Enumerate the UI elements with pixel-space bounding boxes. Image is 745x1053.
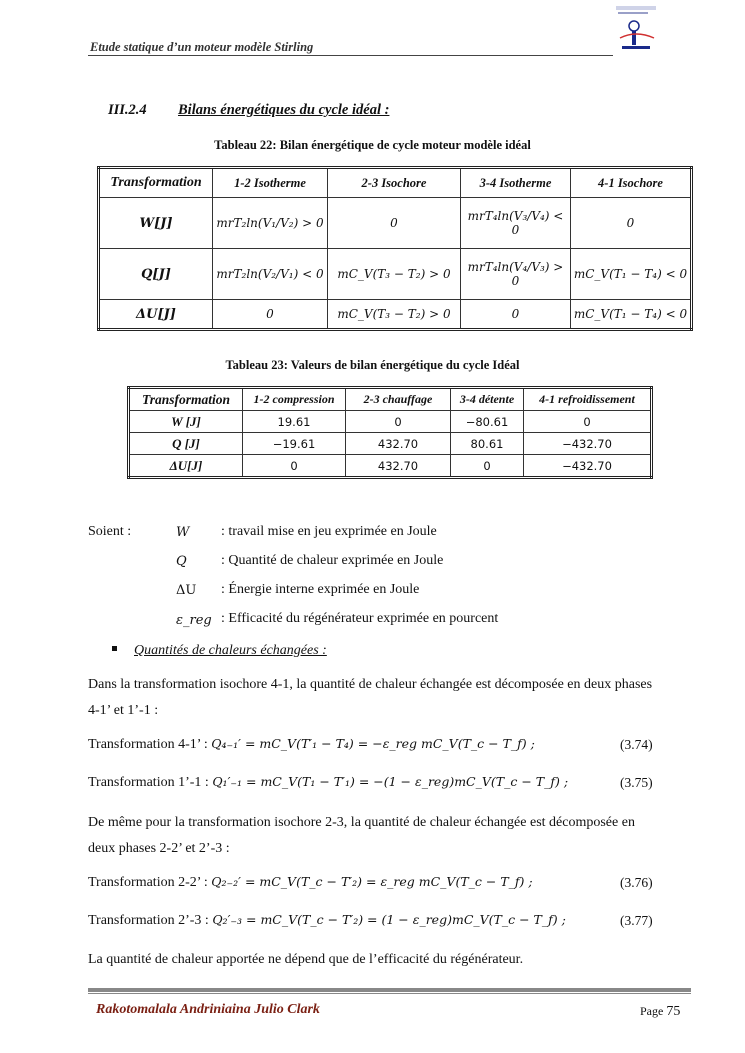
row-label: Q [J] — [129, 433, 243, 455]
equation-label: Transformation 2’-3 : — [88, 913, 209, 928]
equation-line — [88, 774, 568, 791]
table-row — [99, 300, 692, 330]
running-header: Etude statique d’un moteur modèle Stirling — [90, 40, 314, 54]
equation-number: (3.76) — [620, 875, 653, 890]
equation-number: (3.74) — [620, 737, 653, 752]
definition-symbol: W — [176, 525, 190, 540]
table-cell: 19.61 — [243, 411, 346, 433]
definition-text: : travail mise en jeu exprimée en Joule — [221, 524, 437, 539]
table22-caption: Tableau 22: Bilan énergétique de cycle moteur modèle idéal — [214, 138, 531, 152]
table-cell: 0 — [451, 455, 524, 478]
table-cell: 80.61 — [451, 433, 524, 455]
table-cell: mrT₄ln(V₃/V₄) < 0 — [461, 198, 571, 249]
col-header: 2-3 chauffage — [346, 388, 451, 411]
table-cell: 432.70 — [346, 455, 451, 478]
table-row — [99, 249, 692, 300]
table-row — [129, 411, 652, 433]
table-row — [99, 198, 692, 249]
table-cell: mrT₄ln(V₄/V₃) > 0 — [461, 249, 571, 300]
col-header: 3-4 détente — [451, 388, 524, 411]
paragraph: De même pour la transformation isochore 2-3, la quantité de chaleur échangée est décomposée en deux phases 2-2’ et 2’-3 : — [88, 815, 635, 856]
definition-text: : Énergie interne exprimée en Joule — [221, 582, 420, 597]
definition-text: : Efficacité du régénérateur exprimée en pourcent — [221, 611, 499, 626]
paragraph: La quantité de chaleur apportée ne dépend que de l’efficacité du régénérateur. — [88, 952, 524, 967]
equation-formula: Q₂′₋₃ = mC_V(T_c − T′₂) = (1 − ε_reg)mC_V(T_c − T_f) ; — [212, 912, 566, 927]
definition-symbol: Q — [176, 554, 187, 569]
table-cell: −19.61 — [243, 433, 346, 455]
col-header: 1-2 Isotherme — [213, 168, 328, 198]
table-cell: −432.70 — [524, 455, 652, 478]
col-header: Transformation — [129, 388, 243, 411]
table-cell: mrT₂ln(V₁/V₂) > 0 — [213, 198, 328, 249]
equation-formula: Q₂₋₂′ = mC_V(T_c − T′₂) = ε_reg mC_V(T_c − T_f) ; — [211, 874, 533, 889]
energy-balance-table — [97, 166, 693, 331]
section-number: III.2.4 — [108, 102, 147, 118]
definitions-intro: Soient : — [88, 524, 132, 539]
equation-formula: Q₁′₋₁ = mC_V(T₁ − T′₁) = −(1 − ε_reg)mC_V(T_c − T_f) ; — [212, 774, 569, 789]
footer-rule-thin — [88, 993, 691, 994]
bullet-square-icon — [112, 646, 117, 651]
table-cell: −80.61 — [451, 411, 524, 433]
equation-line — [88, 736, 535, 753]
table-cell: 0 — [571, 198, 692, 249]
row-label: ΔU[J] — [99, 300, 213, 330]
equation-number: (3.75) — [620, 775, 653, 790]
table-cell: mrT₂ln(V₂/V₁) < 0 — [213, 249, 328, 300]
header-rule — [88, 55, 613, 56]
equation-label: Transformation 1’-1 : — [88, 775, 209, 790]
col-header: 1-2 compression — [243, 388, 346, 411]
table-cell: −432.70 — [524, 433, 652, 455]
col-header: Transformation — [99, 168, 213, 198]
table-cell: 0 — [328, 198, 461, 249]
table-cell: mC_V(T₃ − T₂) > 0 — [328, 300, 461, 330]
table-cell: mC_V(T₃ − T₂) > 0 — [328, 249, 461, 300]
energy-values-table — [127, 386, 653, 479]
equation-label: Transformation 2-2’ : — [88, 875, 208, 890]
table-header-row — [99, 168, 692, 198]
page-number — [640, 1004, 680, 1020]
row-label: Q[J] — [99, 249, 213, 300]
row-label: ΔU[J] — [129, 455, 243, 478]
equation-number: (3.77) — [620, 913, 653, 928]
paragraph: Dans la transformation isochore 4-1, la quantité de chaleur échangée est décomposée en deux phases 4-1’ et 1’-1 : — [88, 677, 653, 718]
definition-text: : Quantité de chaleur exprimée en Joule — [221, 553, 444, 568]
table-cell: 432.70 — [346, 433, 451, 455]
row-label: W[J] — [99, 198, 213, 249]
section-heading — [108, 102, 389, 119]
col-header: 2-3 Isochore — [328, 168, 461, 198]
table-cell: 0 — [243, 455, 346, 478]
table-header-row — [129, 388, 652, 411]
col-header: 3-4 Isotherme — [461, 168, 571, 198]
equation-formula: Q₄₋₁′ = mC_V(T′₁ − T₄) = −ε_reg mC_V(T_c − T_f) ; — [211, 736, 535, 751]
page-label: Page — [640, 1004, 664, 1018]
table-cell: 0 — [346, 411, 451, 433]
equation-line — [88, 912, 566, 929]
table-row — [129, 433, 652, 455]
col-header: 4-1 Isochore — [571, 168, 692, 198]
equation-label: Transformation 4-1’ : — [88, 737, 208, 752]
table-cell: 0 — [461, 300, 571, 330]
definition-symbol: ε_reg — [176, 613, 212, 628]
page-number-value: 75 — [666, 1004, 681, 1019]
table-cell: 0 — [524, 411, 652, 433]
table-row — [129, 455, 652, 478]
equation-line — [88, 874, 533, 891]
definition-symbol: ΔU — [176, 583, 197, 598]
table-cell: 0 — [213, 300, 328, 330]
subheading: Quantités de chaleurs échangées : — [134, 643, 327, 658]
row-label: W [J] — [129, 411, 243, 433]
table-cell: mC_V(T₁ − T₄) < 0 — [571, 249, 692, 300]
col-header: 4-1 refroidissement — [524, 388, 652, 411]
table-cell: mC_V(T₁ − T₄) < 0 — [571, 300, 692, 330]
footer-author: Rakotomalala Andriniaina Julio Clark — [96, 1002, 320, 1017]
section-title: Bilans énergétiques du cycle idéal : — [178, 102, 390, 118]
footer-rule — [88, 988, 691, 992]
university-logo-icon — [612, 4, 660, 52]
table23-caption: Tableau 23: Valeurs de bilan énergétique du cycle Idéal — [225, 358, 520, 372]
